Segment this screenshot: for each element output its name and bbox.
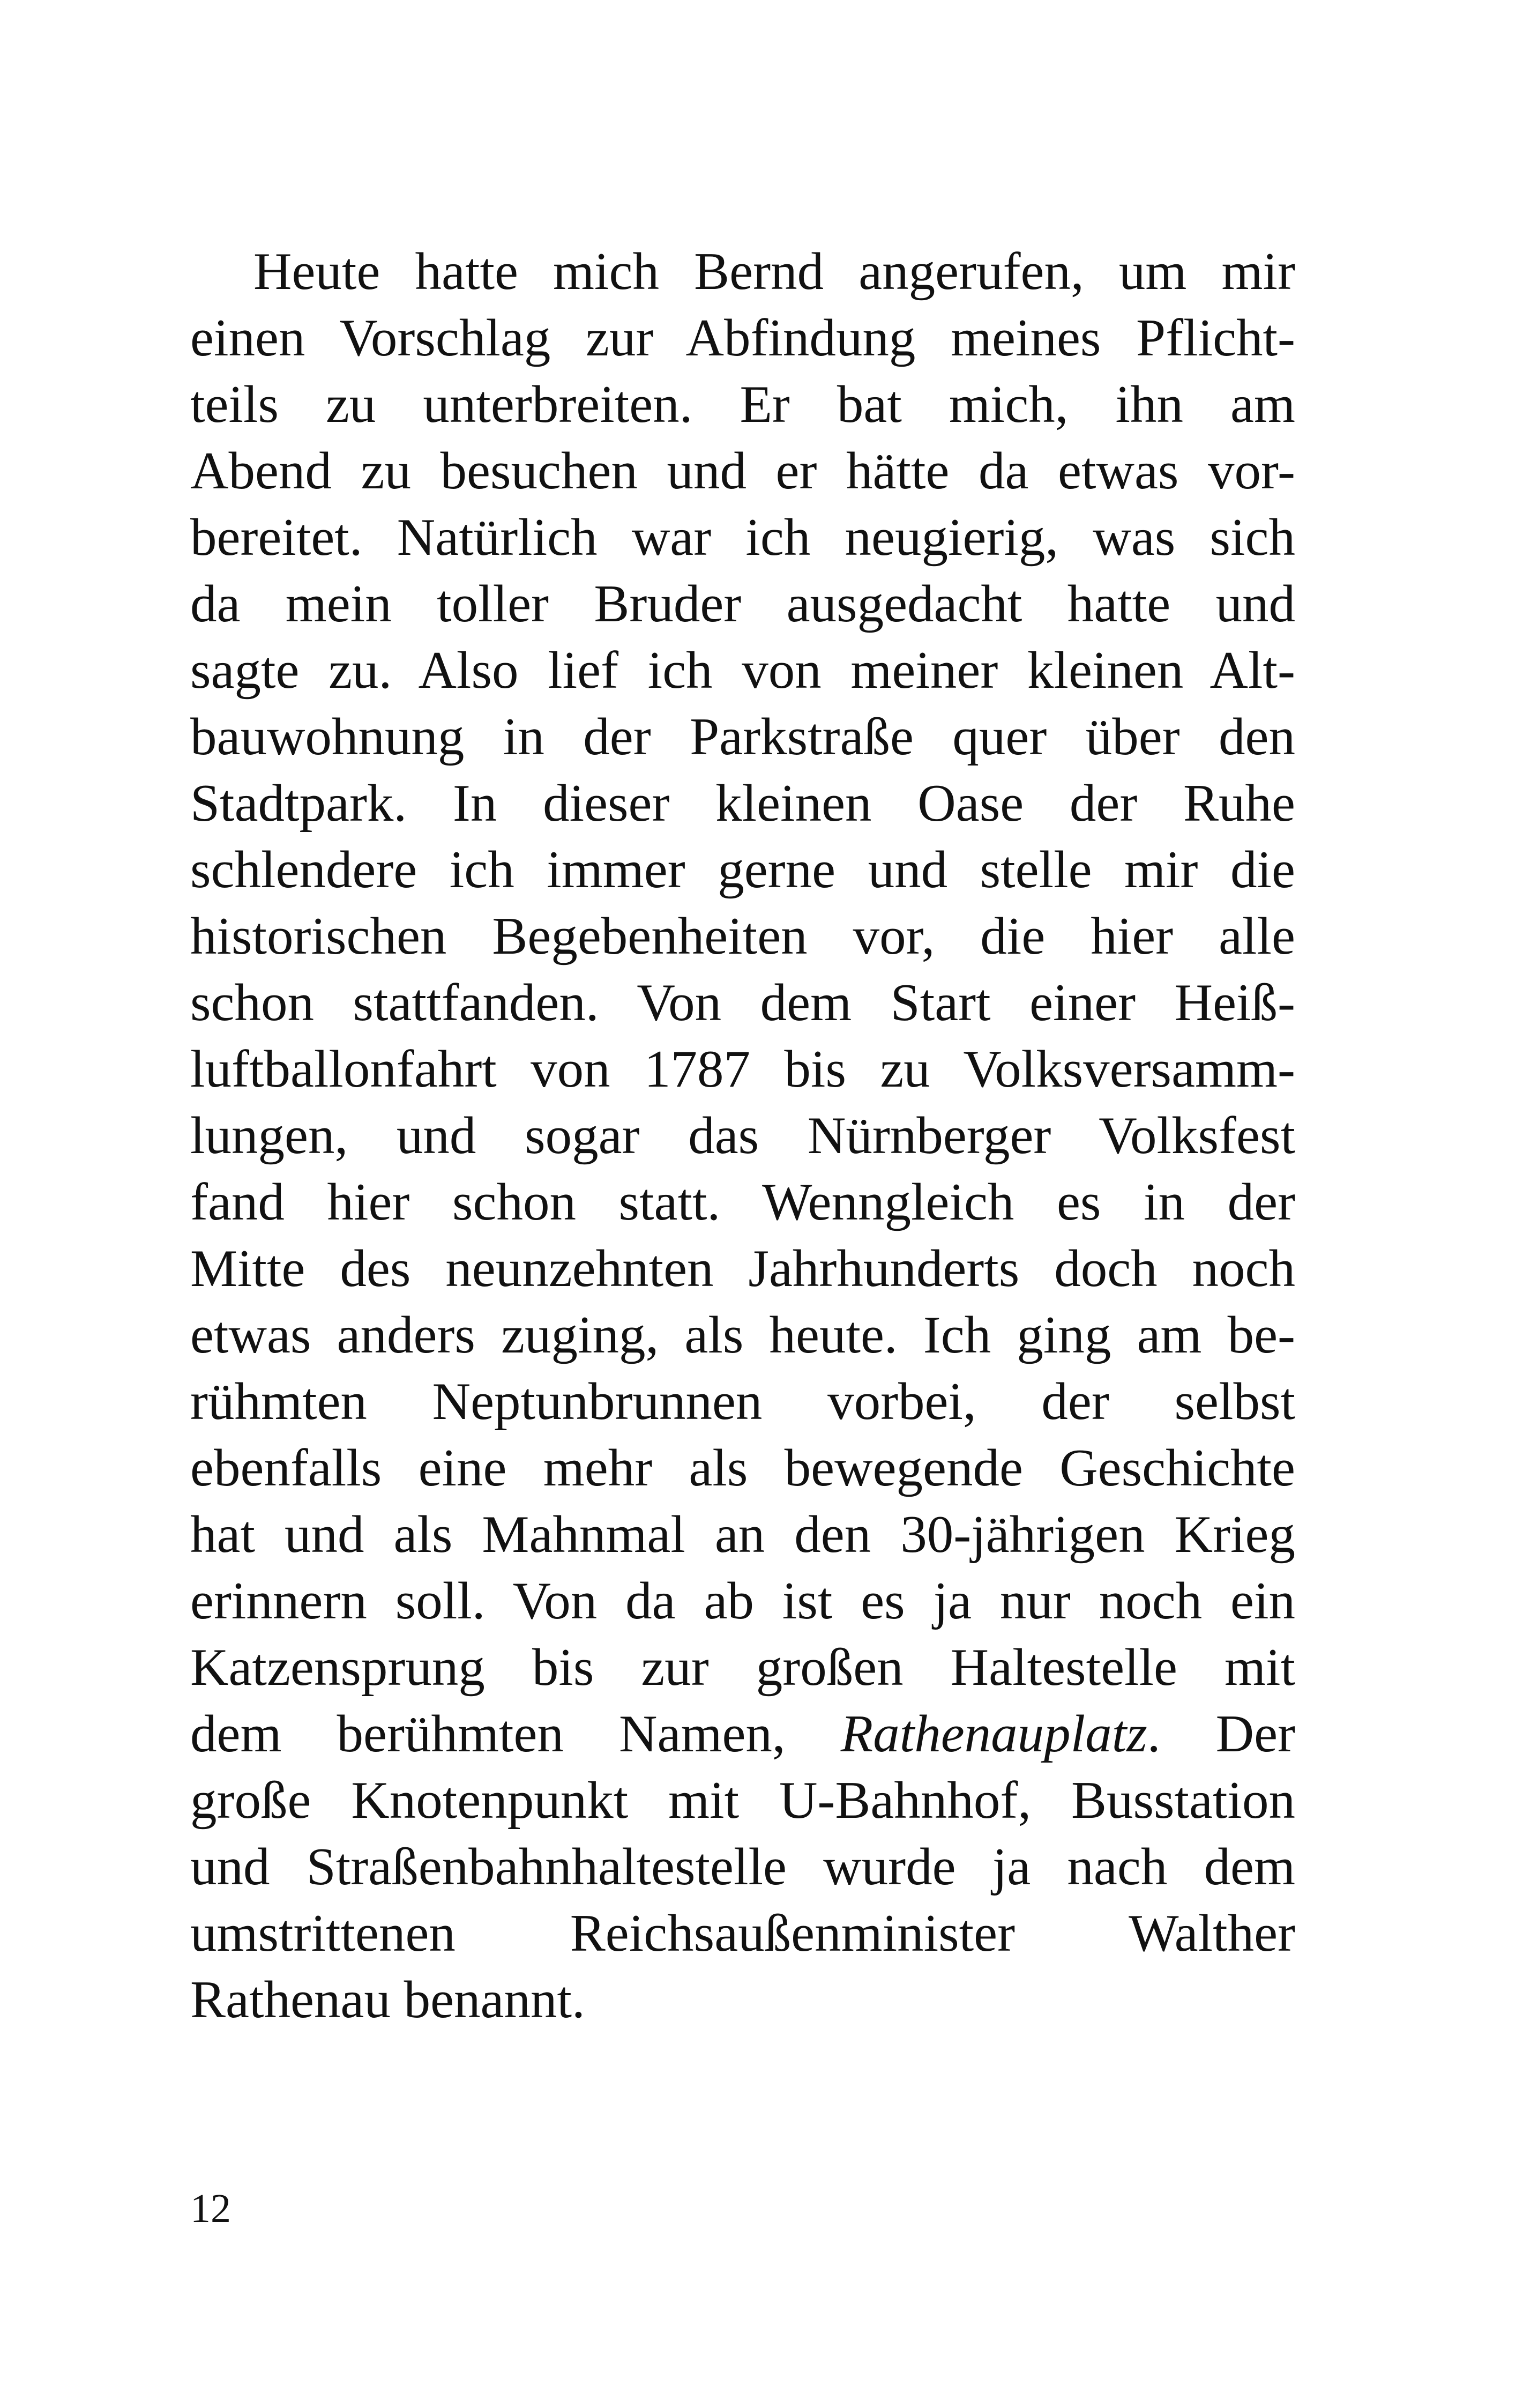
text-line: schon stattfanden. Von dem Start einer Heiß- [190, 973, 1295, 1032]
text-line: etwas anders zuging, als heute. Ich ging am be- [190, 1306, 1295, 1364]
text-segment: dem berühmten Namen, [190, 1705, 786, 1763]
text-line: Mitte des neunzehnten Jahrhunderts doch noch [190, 1239, 1295, 1298]
text-line: umstrittenen Reichsaußenminister Walther [190, 1904, 1295, 1963]
text-line: bereitet. Natürlich war ich neugierig, was sich [190, 508, 1295, 567]
italic-place-name: Rathenauplatz [840, 1705, 1147, 1763]
text-line: Katzensprung bis zur großen Haltestelle mit [190, 1638, 1295, 1697]
text-line: bauwohnung in der Parkstraße quer über den [190, 708, 1295, 766]
text-line: hat und als Mahnmal an den 30-jährigen Krieg [190, 1505, 1295, 1564]
body-text [190, 239, 1295, 2033]
text-line: Abend zu besuchen und er hätte da etwas vor- [190, 442, 1295, 500]
text-line: teils zu unterbreiten. Er bat mich, ihn am [190, 375, 1295, 434]
text-line: Heute hatte mich Bernd angerufen, um mir [253, 242, 1295, 301]
text-line-with-italic [190, 1701, 1295, 1767]
text-line: rühmten Neptunbrunnen vorbei, der selbst [190, 1372, 1295, 1431]
text-line: historischen Begebenheiten vor, die hier alle [190, 907, 1295, 965]
text-line: einen Vorschlag zur Abfindung meines Pflicht- [190, 309, 1295, 367]
text-line: und Straßenbahnhaltestelle wurde ja nach dem [190, 1838, 1295, 1896]
text-line: erinnern soll. Von da ab ist es ja nur noch ein [190, 1572, 1295, 1630]
page-number: 12 [190, 2186, 231, 2231]
text-line: Rathenau benannt. [190, 1971, 585, 2029]
text-line: ebenfalls eine mehr als bewegende Geschichte [190, 1439, 1295, 1497]
text-line: große Knotenpunkt mit U-Bahnhof, Busstation [190, 1771, 1295, 1830]
text-line: schlendere ich immer gerne und stelle mir die [190, 841, 1295, 899]
text-line: luftballonfahrt von 1787 bis zu Volksversamm- [190, 1040, 1295, 1098]
text-line: sagte zu. Also lief ich von meiner kleinen Alt- [190, 641, 1295, 700]
text-line: da mein toller Bruder ausgedacht hatte und [190, 575, 1295, 633]
text-line: lungen, und sogar das Nürnberger Volksfest [190, 1106, 1295, 1165]
text-line: fand hier schon statt. Wenngleich es in der [190, 1173, 1295, 1231]
text-line: Stadtpark. In dieser kleinen Oase der Ruhe [190, 774, 1295, 833]
text-segment: . Der [1147, 1705, 1295, 1763]
